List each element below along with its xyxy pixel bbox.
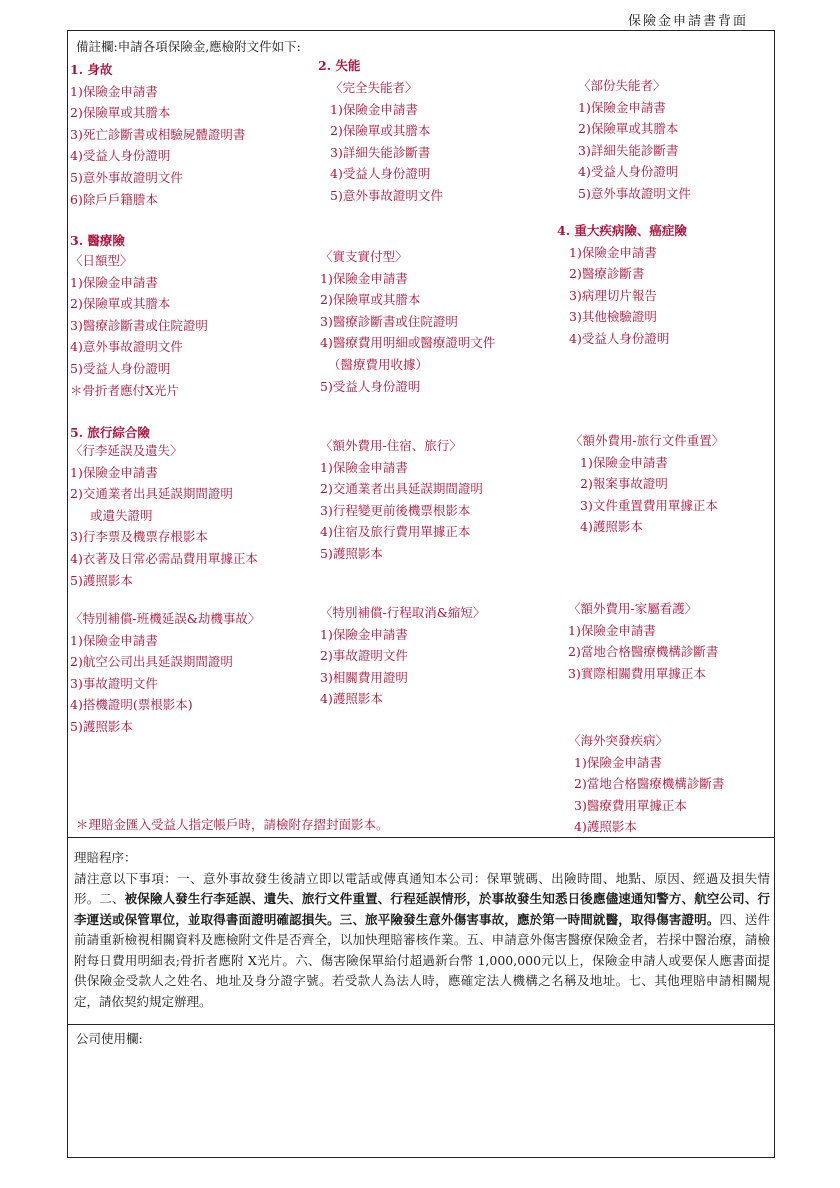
- section-title-s5b: 〈額外費用-住宿、旅行〉: [320, 438, 462, 453]
- section-item: 3)文件重置費用單據正本: [580, 497, 718, 513]
- section-item: 4)受益人身份證明: [70, 148, 171, 164]
- section-item: 1)保險金申請書: [320, 270, 408, 286]
- section-item: 5)受益人身份證明: [70, 361, 171, 376]
- section-item: 4)搭機證明(票根影本): [70, 697, 193, 713]
- section-item: 5)意外事故證明文件: [70, 170, 183, 185]
- section-title-s2a: 〈完全失能者〉: [330, 80, 418, 95]
- section-title-s5e: 〈特別補償-行程取消&縮短〉: [320, 605, 486, 620]
- section-item: 3)詳細失能診斷書: [578, 142, 679, 158]
- section-title-s1: 1. 身故: [70, 62, 113, 77]
- section-item: 5)受益人身份證明: [320, 378, 421, 394]
- section-item: 5)意外事故證明文件: [578, 186, 691, 201]
- section-item: 3)行李票及機票存根影本: [70, 529, 208, 545]
- section-item: 1)保險金申請書: [330, 101, 418, 117]
- section-item: （醫療費用收據）: [328, 357, 429, 372]
- section-item: 1)保險金申請書: [70, 83, 158, 99]
- section-item: 1)保險金申請書: [320, 626, 408, 642]
- section-title-s5a: 〈行李延誤及遺失〉: [70, 443, 183, 458]
- section-item: 5)護照影本: [320, 546, 383, 561]
- section-item: 1)保險金申請書: [569, 244, 657, 260]
- procedure-title: 理賠程序：: [74, 850, 137, 865]
- section-item: 3)相關費用證明: [320, 669, 408, 685]
- section-item: 1)保險金申請書: [578, 99, 666, 115]
- section-title-s3a: 〈日額型〉: [70, 253, 133, 268]
- section-title-s2b: 〈部份失能者〉: [578, 78, 666, 93]
- section-item: 3)其他檢驗證明: [569, 309, 657, 325]
- section-item: 3)醫療費用單據正本: [574, 797, 687, 813]
- section-item: 3)醫療診斷書或住院證明: [320, 313, 458, 329]
- section-item: 2)保險單或其謄本: [578, 121, 679, 137]
- section-title-s2: 2. 失能: [318, 58, 361, 73]
- section-title-s4: 4. 重大疾病險、癌症險: [557, 223, 687, 238]
- section-item: 4)衣著及日常必需品費用單據正本: [70, 551, 258, 566]
- footnote: ＊理賠金匯入受益人指定帳戶時，請檢附存摺封面影本。: [76, 817, 389, 832]
- section-item: 3)醫療診斷書或住院證明: [70, 317, 208, 333]
- section-item: 1)保險金申請書: [580, 454, 668, 470]
- section-item: 4)受益人身份證明: [569, 331, 670, 346]
- section-item: 2)保險單或其謄本: [330, 123, 431, 139]
- section-item: 5)意外事故證明文件: [330, 188, 443, 203]
- section-item: 2)保險單或其謄本: [70, 105, 171, 121]
- section-item: 3)死亡診斷書或相驗屍體證明書: [70, 126, 246, 142]
- page-header: 保險金申請書背面: [627, 14, 748, 29]
- section-item: 2)保險單或其謄本: [70, 296, 171, 312]
- company-use-label: 公司使用欄:: [76, 1031, 143, 1046]
- section-item: 5)護照影本: [70, 719, 133, 734]
- section-item: 2)航空公司出具延誤期間證明: [70, 654, 233, 670]
- section-item: 4)住宿及旅行費用單據正本: [320, 524, 471, 540]
- section-item: 6)除戶戶籍謄本: [70, 191, 158, 207]
- section-item: 4)護照影本: [574, 819, 637, 835]
- remarks-intro: 備註欄:申請各項保險金,應檢附文件如下:: [76, 39, 301, 54]
- section-item: 4)醫療費用明細或醫療證明文件: [320, 335, 496, 351]
- section-item: 1)保險金申請書: [574, 754, 662, 770]
- divider-company: [68, 1024, 774, 1025]
- section-item: 3)病理切片報告: [569, 287, 657, 303]
- section-title-s5c: 〈額外費用-旅行文件重置〉: [570, 433, 725, 448]
- section-item: 1)保險金申請書: [320, 459, 408, 475]
- section-item: 2)事故證明文件: [320, 648, 408, 664]
- section-item: 3)實際相關費用單據正本: [568, 665, 706, 681]
- procedure-text-1: 請注意以下事項：一、意外事故發生後請立即以電話或傳真通知本公司：保單號碼、出險時間、地點、原因、經過及損失情形。二、被保險人發生行李延誤、遺失、旅行文件重置、行程延誤情形，於事故發生知悉日後應儘速通知警方、航空公司、行李運送或保管單位，並取得書面證明確認損失。三、旅平險發生意外傷害事故，應於第一時間就醫，取得傷害證明。四、送件前請重新檢視相關資料及應檢附文件是否齊全，以加快理賠審核作業。五、申請意外傷害醫療保險金者，若採中醫治療，請檢附每日費用明細表;骨折者應附 X光片。六、傷害險保單給付超過新台幣 1,000,000元以上，保險金申請人或要保人應書面提供保險金受款人之姓名、地址及身分證字號。若受款人為法人時，應確定法人機構之名稱及地址。七、其他理賠申請相關規定，請依契約規定辦理。: [74, 870, 770, 1009]
- section-item: ＊骨折者應付X光片: [70, 382, 179, 398]
- section-title-s3b: 〈實支實付型〉: [320, 249, 408, 264]
- section-title-s5d: 〈特別補償-班機延誤&劫機事故〉: [70, 611, 261, 626]
- section-item: 4)意外事故證明文件: [70, 339, 183, 355]
- section-title-s3: 3. 醫療險: [70, 233, 125, 248]
- section-item: 或遺失證明: [90, 507, 153, 523]
- claim-procedure: [74, 848, 770, 1012]
- section-item: 4)受益人身份證明: [330, 166, 431, 182]
- section-item: 5)護照影本: [70, 572, 133, 588]
- section-item: 1)保險金申請書: [568, 622, 656, 638]
- section-item: 4)護照影本: [580, 519, 643, 535]
- section-item: 2)保險單或其謄本: [320, 292, 421, 308]
- section-item: 4)護照影本: [320, 691, 383, 707]
- section-item: 4)受益人身份證明: [578, 164, 679, 180]
- section-item: 1)保險金申請書: [70, 632, 158, 648]
- section-title-s5: 5. 旅行綜合險: [70, 425, 150, 440]
- section-item: 1)保險金申請書: [70, 464, 158, 480]
- section-item: 3)行程變更前後機票根影本: [320, 502, 471, 518]
- section-item: 2)當地合格醫療機構診斷書: [568, 644, 719, 660]
- section-item: 2)當地合格醫療機構診斷書: [574, 776, 725, 792]
- section-title-s5f: 〈額外費用-家屬看護〉: [568, 601, 698, 616]
- section-item: 2)報案事故證明: [580, 476, 668, 492]
- section-item: 2)交通業者出具延誤期間證明: [320, 481, 483, 497]
- divider-procedure: [68, 837, 774, 838]
- section-title-s5g: 〈海外突發疾病〉: [568, 733, 669, 748]
- section-item: 3)事故證明文件: [70, 675, 158, 691]
- section-item: 1)保險金申請書: [70, 274, 158, 290]
- section-item: 2)醫療診斷書: [569, 266, 645, 282]
- section-item: 2)交通業者出具延誤期間證明: [70, 486, 233, 502]
- section-item: 3)詳細失能診斷書: [330, 144, 431, 160]
